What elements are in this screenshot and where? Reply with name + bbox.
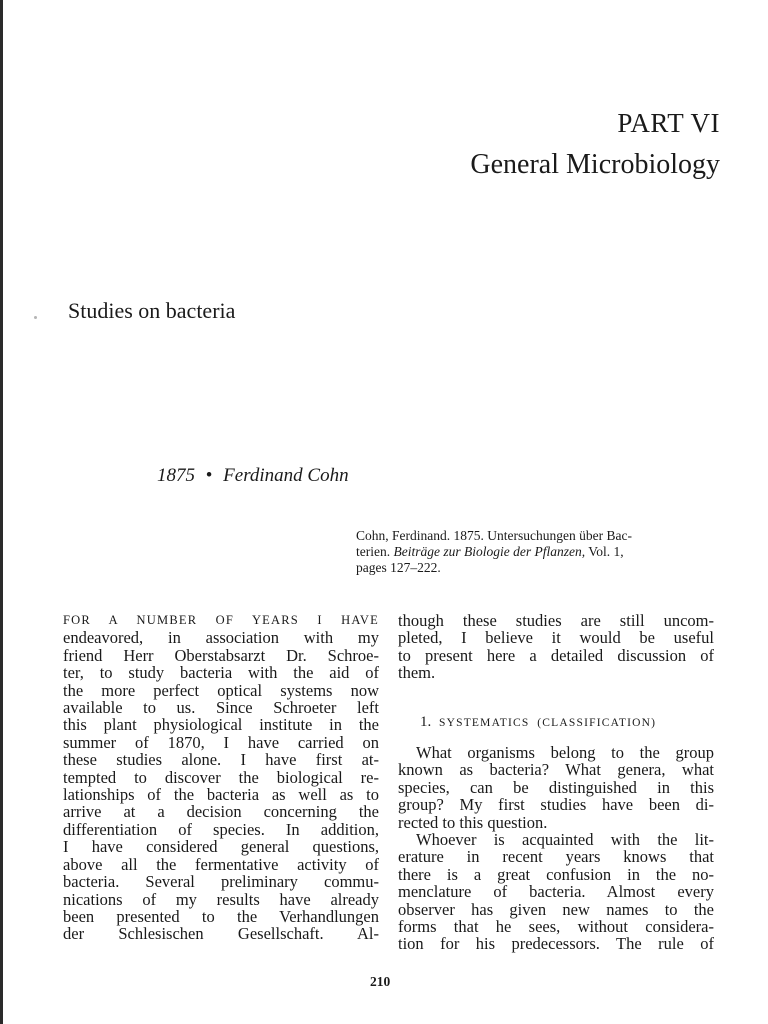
body-line: bacteria. Several preliminary commu-: [63, 872, 379, 892]
body-line: menclature of bacteria. Almost every: [398, 882, 714, 902]
body-line: nications of my results have already: [63, 889, 379, 909]
section-number: 1.: [420, 714, 432, 730]
body-line: forms that he sees, without considera-: [398, 917, 714, 937]
section-subtitle: (CLASSIFICATION): [537, 717, 657, 729]
left-column: [63, 612, 379, 943]
body-line: I have considered general questions,: [63, 837, 379, 857]
body-line: tion for his predecessors. The rule of: [398, 934, 714, 954]
part-title: PART VI: [617, 108, 720, 138]
body-line: above all the fermentative activity of: [63, 854, 379, 874]
scan-left-edge: [0, 0, 3, 1024]
body-line: these studies alone. I have first at-: [63, 750, 379, 770]
part-subtitle: General Microbiology: [470, 149, 720, 180]
citation-line-3: pages 127–222.: [356, 560, 441, 575]
body-line: differentiation of species. In addition,: [63, 819, 379, 839]
body-line: erature in recent years knows that: [398, 847, 714, 867]
right-column-body: [398, 744, 714, 953]
body-line: this plant physiological institute in the: [63, 715, 379, 735]
lead-in-smallcaps: FOR A NUMBER OF YEARS I HAVE: [63, 613, 379, 627]
body-line: known as bacteria? What genera, what: [398, 760, 714, 780]
body-line: been presented to the Verhandlungen: [63, 906, 379, 926]
body-line: endeavored, in association with my: [63, 628, 379, 648]
citation-line-1: Cohn, Ferdinand. 1875. Untersuchungen über Bac-: [356, 528, 632, 543]
body-line: Whoever is acquainted with the lit-: [416, 830, 714, 850]
scan-speck: [34, 316, 37, 319]
byline-year: 1875: [157, 465, 195, 486]
body-line: tempted to discover the biological re-: [63, 767, 379, 787]
body-line: pleted, I believe it would be useful: [398, 628, 714, 648]
byline-separator: •: [205, 465, 213, 486]
body-line: rected to this question.: [398, 812, 548, 832]
body-line: observer has given new names to the: [398, 899, 714, 919]
body-line: to present here a detailed discussion of: [398, 645, 714, 665]
right-column-top: [398, 612, 714, 682]
body-line: species, can be distinguished in this: [398, 777, 714, 797]
page-number: 210: [370, 974, 391, 989]
section-title: SYSTEMATICS: [439, 717, 530, 729]
byline-author: Ferdinand Cohn: [223, 465, 349, 486]
section-heading: [420, 714, 656, 731]
body-line: der Schlesischen Gesellschaft. Al-: [63, 924, 379, 944]
body-line: summer of 1870, I have carried on: [63, 732, 379, 752]
body-line: the more perfect optical systems now: [63, 680, 379, 700]
body-line: ter, to study bacteria with the aid of: [63, 663, 379, 683]
body-line: lationships of the bacteria as well as to: [63, 785, 379, 805]
citation: [356, 528, 720, 576]
body-line: What organisms belong to the group: [416, 743, 714, 762]
body-line: though these studies are still uncom-: [398, 611, 714, 630]
citation-line-2: terien. Beiträge zur Biologie der Pflanzen, Vol. 1,: [356, 544, 624, 559]
body-line: friend Herr Oberstabsarzt Dr. Schroe-: [63, 645, 379, 665]
body-line: them.: [398, 663, 436, 683]
body-line: group? My first studies have been di-: [398, 795, 714, 815]
body-line: arrive at a decision concerning the: [63, 802, 379, 822]
body-line: available to us. Since Schroeter left: [63, 698, 379, 718]
byline: [157, 465, 349, 487]
chapter-title: Studies on bacteria: [68, 298, 236, 323]
body-line: there is a great confusion in the no-: [398, 864, 714, 884]
